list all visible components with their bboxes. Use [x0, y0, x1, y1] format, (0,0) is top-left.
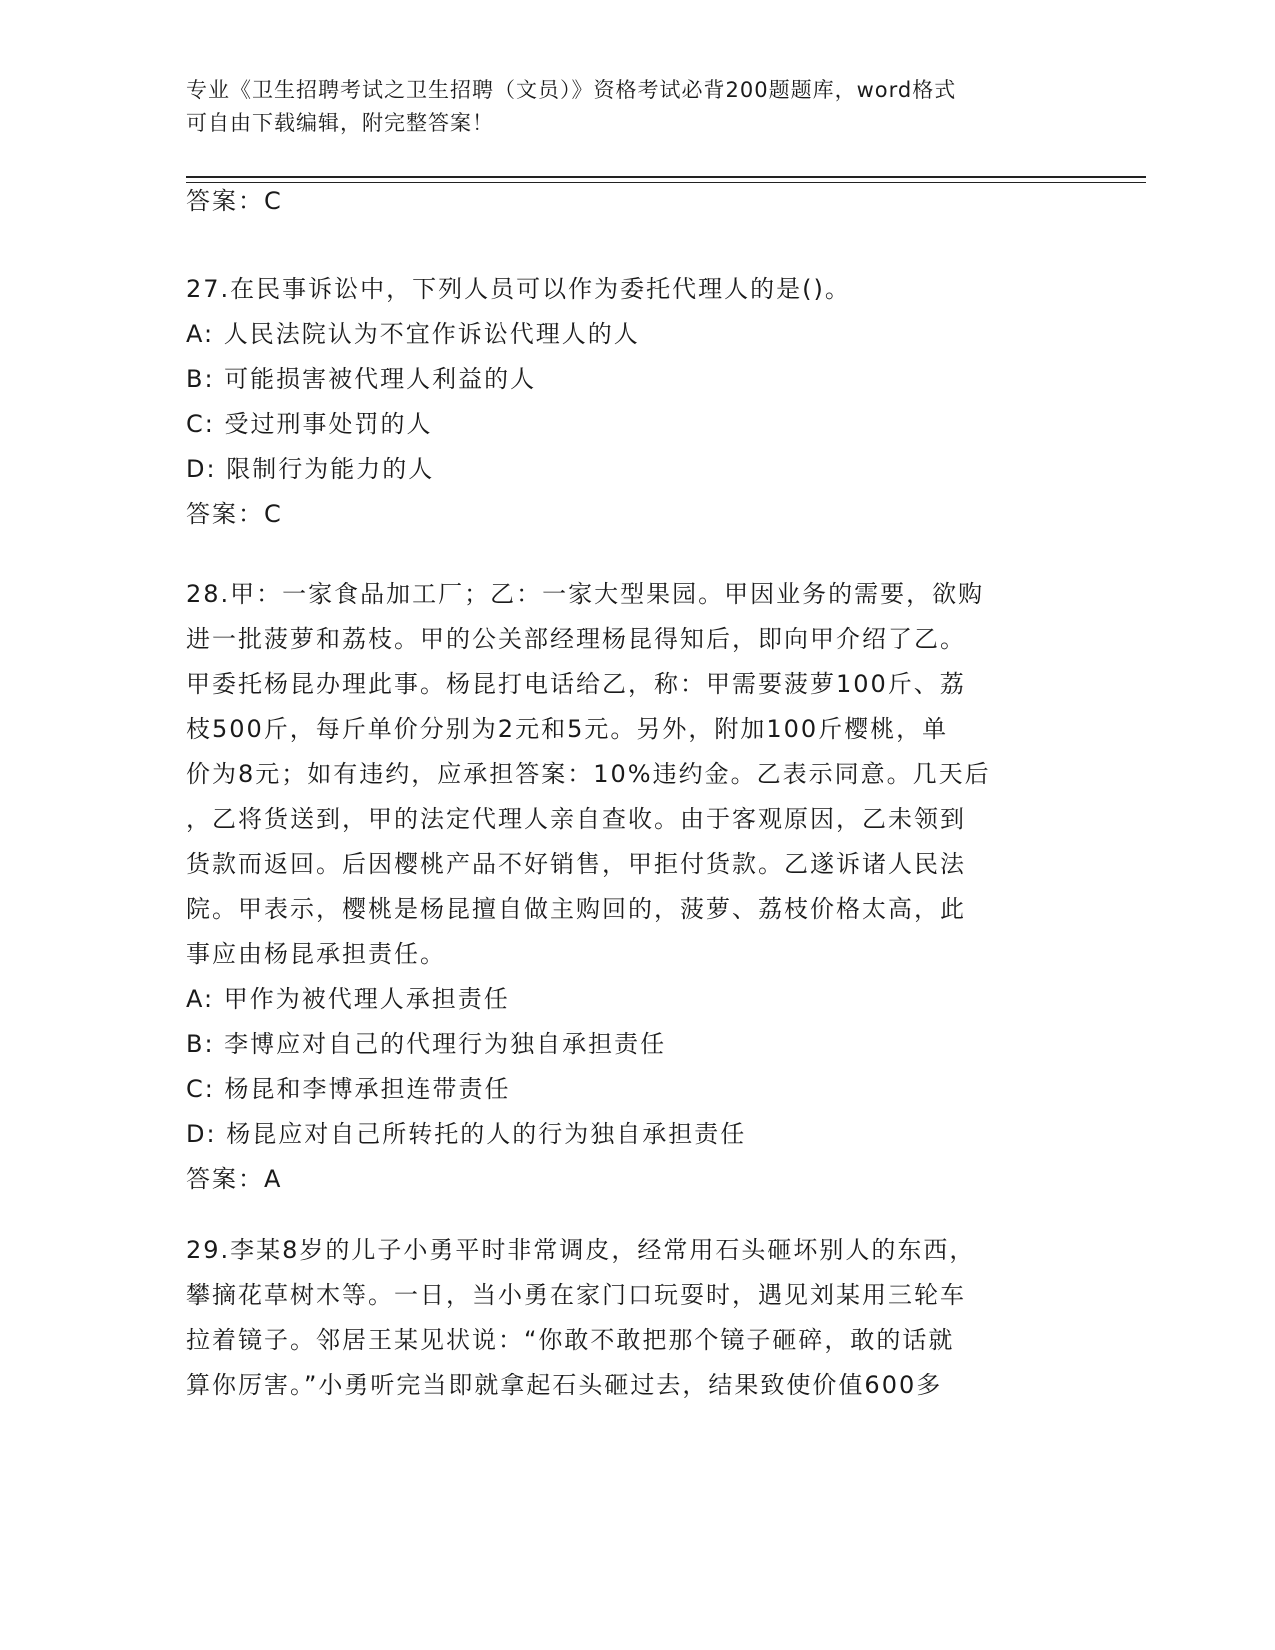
question-stem-line: 29.李某8岁的儿子小勇平时非常调皮，经常用石头砸坏别人的东西， [186, 1236, 976, 1264]
answer-label: 答案： [186, 1165, 264, 1193]
option-a: A: 甲作为被代理人承担责任 [186, 985, 510, 1013]
option-b: B: 李博应对自己的代理行为独自承担责任 [186, 1030, 667, 1058]
question-stem-line: 拉着镜子。邻居王某见状说：“你敢不敢把那个镜子砸碎，敢的话就 [186, 1326, 955, 1354]
answer-label: 答案： [186, 187, 264, 215]
option-b: B: 可能损害被代理人利益的人 [186, 365, 537, 393]
question-stem-line: 货款而返回。后因樱桃产品不好销售，甲拒付货款。乙遂诉诸人民法 [186, 850, 966, 878]
header-divider-thick [186, 176, 1146, 178]
question-stem-line: 进一批菠萝和荔枝。甲的公关部经理杨昆得知后，即向甲介绍了乙。 [186, 625, 966, 653]
question-stem-line: ，乙将货送到，甲的法定代理人亲自查收。由于客观原因，乙未领到 [186, 805, 966, 833]
question-stem-line: 28.甲：一家食品加工厂；乙：一家大型果园。甲因业务的需要，欲购 [186, 580, 985, 608]
option-c: C: 受过刑事处罚的人 [186, 410, 433, 438]
question-stem-line: 算你厉害。”小勇听完当即就拿起石头砸过去，结果致使价值600多 [186, 1371, 943, 1399]
option-d: D: 限制行为能力的人 [186, 455, 435, 483]
answer-line [186, 492, 1066, 537]
question-stem-line: 甲委托杨昆办理此事。杨昆打电话给乙，称：甲需要菠萝100斤、荔 [186, 670, 966, 698]
question-stem-line: 事应由杨昆承担责任。 [186, 940, 446, 968]
answer-line [186, 179, 1066, 224]
question-stem: 27.在民事诉讼中，下列人员可以作为委托代理人的是()。 [186, 275, 851, 303]
header-line-2: 可自由下载编辑，附完整答案！ [186, 111, 494, 135]
answer-line [186, 1157, 1066, 1202]
answer-value: C [264, 187, 283, 215]
option-a: A: 人民法院认为不宜作诉讼代理人的人 [186, 320, 640, 348]
q26-answer-block [186, 179, 1066, 224]
answer-value: C [264, 500, 283, 528]
question-stem-line: 价为8元；如有违约，应承担答案：10%违约金。乙表示同意。几天后 [186, 760, 991, 788]
answer-label: 答案： [186, 500, 264, 528]
answer-value: A [264, 1165, 283, 1193]
question-27 [186, 267, 1066, 537]
question-stem-line: 枝500斤，每斤单价分别为2元和5元。另外，附加100斤樱桃，单 [186, 715, 949, 743]
header-line-1: 专业《卫生招聘考试之卫生招聘（文员）》资格考试必背200题题库，word格式 [186, 78, 957, 102]
question-stem-line: 攀摘花草树木等。一日，当小勇在家门口玩耍时，遇见刘某用三轮车 [186, 1281, 966, 1309]
document-header [186, 74, 1066, 140]
option-c: C: 杨昆和李博承担连带责任 [186, 1075, 511, 1103]
option-d: D: 杨昆应对自己所转托的人的行为独自承担责任 [186, 1120, 747, 1148]
question-stem-line: 院。甲表示，樱桃是杨昆擅自做主购回的，菠萝、荔枝价格太高，此 [186, 895, 966, 923]
question-28 [186, 572, 1066, 1202]
question-29 [186, 1228, 1066, 1408]
